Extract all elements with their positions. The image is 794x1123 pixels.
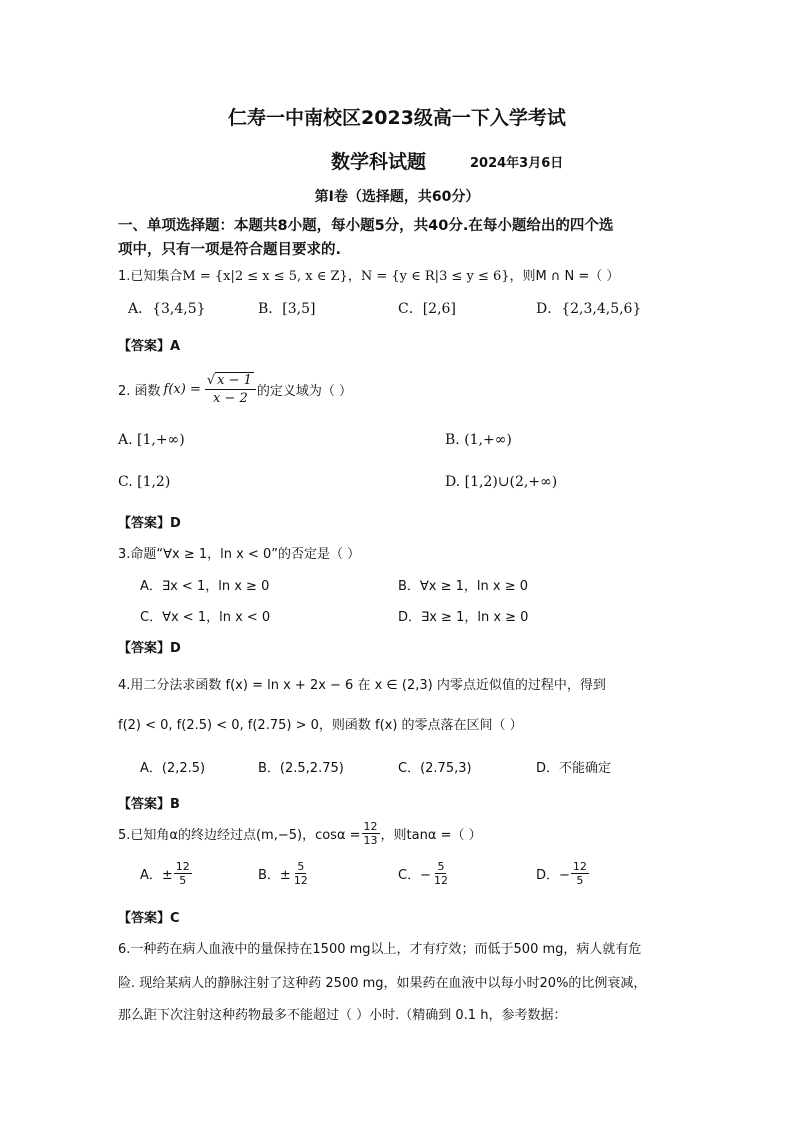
volume-heading: 第Ⅰ卷（选择题，共60分） xyxy=(314,189,480,205)
q5-option-b[interactable] xyxy=(258,860,311,887)
question-4-line1: 4.用二分法求函数 f(x) = ln x + 2x − 6 在 x ∈ (2,3) 内零点近似值的过程中，得到 xyxy=(118,678,606,693)
q5-answer: 【答案】C xyxy=(118,911,180,926)
q5-option-c-label: C．− xyxy=(398,868,431,883)
question-6-line3: 那么距下次注射这种药物最多不能超过（ ）小时.（精确到 0.1 h，参考数据： xyxy=(118,1008,567,1023)
q1-option-b[interactable]: B．[3,5] xyxy=(258,301,316,317)
q5-option-c-num: 5 xyxy=(437,860,445,873)
q2-option-c[interactable]: C. [1,2) xyxy=(118,474,171,490)
q1-set-m: M = {x|2 ≤ x ≤ 5, x ∈ Z} xyxy=(182,269,348,284)
q1-set-n: N = {y ∈ R|3 ≤ y ≤ 6} xyxy=(360,269,510,284)
q1-option-c[interactable]: C．[2,6] xyxy=(398,301,456,317)
q2-suffix: 的定义域为（ ） xyxy=(256,384,353,399)
q2-option-a[interactable]: A. [1,+∞) xyxy=(118,432,185,448)
exam-date: 2024年3月6日 xyxy=(470,156,564,171)
q1-suffix: ，则M ∩ N =（ ） xyxy=(509,269,620,284)
q4-answer: 【答案】B xyxy=(118,797,180,812)
q4-option-a[interactable]: A．(2,2.5) xyxy=(140,761,206,776)
q5-option-a-num: 12 xyxy=(175,860,190,873)
question-4-line2: f(2) < 0, f(2.5) < 0, f(2.75) > 0，则函数 f(x) 的零点落在区间（ ） xyxy=(118,718,523,733)
q1-option-d[interactable]: D．{2,3,4,5,6} xyxy=(536,301,642,317)
q5-option-b-den: 12 xyxy=(293,874,308,887)
q5-option-d-label: D．− xyxy=(536,868,570,883)
q5-prefix: 5.已知角α的终边经过点(m,−5)，cosα = xyxy=(118,828,361,843)
q2-answer: 【答案】D xyxy=(118,516,181,531)
q3-option-c[interactable]: C．∀x < 1，ln x < 0 xyxy=(140,610,271,625)
q2-fraction: $\frac{√ x - 1}{x - 2}$ xyxy=(205,372,256,407)
q5-cos-num: 12 xyxy=(363,820,378,833)
q5-option-d-den: 5 xyxy=(576,874,584,887)
question-5-stem xyxy=(118,820,482,847)
section-instruction-line2: 项中，只有一项是符合题目要求的. xyxy=(118,242,342,258)
q2-numerator: x − 1 xyxy=(217,373,252,388)
q5-cos-fraction xyxy=(362,820,380,847)
question-3-stem: 3.命题“∀x ≥ 1，ln x < 0”的否定是（ ） xyxy=(118,547,361,562)
question-2-stem xyxy=(118,372,352,407)
q5-option-a-label: A．± xyxy=(140,868,173,883)
exam-subtitle: 数学科试题 xyxy=(331,151,427,173)
q5-suffix: ，则tanα =（ ） xyxy=(380,828,482,843)
q2-func: f(x) = xyxy=(163,382,201,397)
question-6-line1: 6.一种药在病人血液中的量保持在1500 mg以上，才有疗效；而低于500 mg，病人就有危 xyxy=(118,942,642,957)
q3-option-b[interactable]: B．∀x ≥ 1，ln x ≥ 0 xyxy=(398,579,529,594)
q3-answer: 【答案】D xyxy=(118,641,181,656)
q2-option-b[interactable]: B. (1,+∞) xyxy=(445,432,512,448)
question-6-line2: 险. 现给某病人的静脉注射了这种药 2500 mg，如果药在血液中以每小时20%的比例衰减， xyxy=(118,976,647,991)
q5-option-b-label: B．± xyxy=(258,868,291,883)
q1-option-a[interactable]: A．{3,4,5} xyxy=(128,301,206,317)
q2-prefix: 2. 函数 xyxy=(118,384,161,399)
q1-sep: ， xyxy=(347,269,361,284)
q5-option-c-den: 12 xyxy=(433,874,448,887)
q5-option-a[interactable] xyxy=(140,860,193,887)
q5-option-d[interactable] xyxy=(536,860,590,887)
q5-option-d-num: 12 xyxy=(572,860,587,873)
q3-option-d[interactable]: D．∃x ≥ 1，ln x ≥ 0 xyxy=(398,610,529,625)
q2-denominator: x − 2 xyxy=(213,391,248,406)
question-1-stem xyxy=(118,265,619,284)
q2-option-d[interactable]: D. [1,2)∪(2,+∞) xyxy=(445,474,558,490)
exam-title: 仁寿一中南校区2023级高一下入学考试 xyxy=(228,107,566,129)
q4-option-d[interactable]: D．不能确定 xyxy=(536,761,612,776)
q1-prefix: 1.已知集合 xyxy=(118,269,183,284)
q1-answer: 【答案】A xyxy=(118,339,181,354)
q5-cos-den: 13 xyxy=(363,834,378,847)
q5-option-c[interactable] xyxy=(398,860,451,887)
q5-option-a-den: 5 xyxy=(179,874,187,887)
section-instruction-line1: 一、单项选择题：本题共8小题，每小题5分，共40分.在每小题给出的四个选 xyxy=(118,218,614,234)
q4-option-c[interactable]: C．(2.75,3) xyxy=(398,761,472,776)
q3-option-a[interactable]: A．∃x < 1，ln x ≥ 0 xyxy=(140,579,270,594)
q5-option-b-num: 5 xyxy=(297,860,305,873)
q4-option-b[interactable]: B．(2.5,2.75) xyxy=(258,761,344,776)
